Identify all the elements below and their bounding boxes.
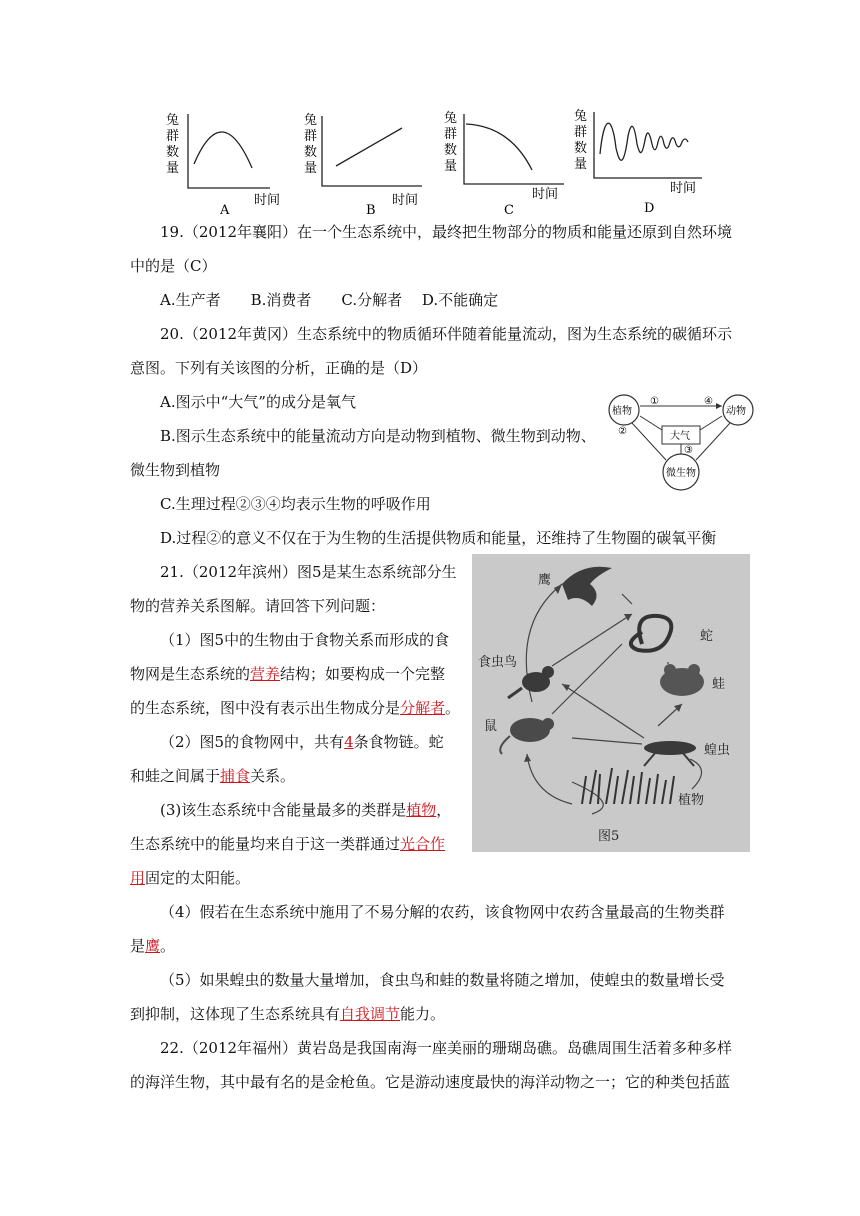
diagram-n2: ②: [618, 426, 627, 437]
fig-caption: 图5: [598, 829, 620, 844]
graph-d-xlabel: 时间: [670, 181, 697, 196]
q19-line1: 19.（2012年襄阳）在一个生态系统中，最终把生物部分的物质和能量还原到自然环境: [160, 223, 733, 241]
q21-p3b: 生态系统中的能量均来自于这一类群通过光合作: [130, 835, 446, 853]
svg-text:量: 量: [444, 159, 458, 174]
svg-text:兔: 兔: [574, 109, 588, 124]
snake-icon: [631, 616, 671, 651]
q21-p4b: 是鹰。: [130, 937, 176, 955]
q21-intro2: 物的营养关系图解。请回答下列问题：: [130, 597, 386, 615]
graph-b: [304, 113, 422, 218]
svg-text:群: 群: [574, 125, 588, 140]
fig-bird-label: 食虫鸟: [478, 655, 518, 670]
fig-snake-label: 蛇: [700, 629, 714, 644]
q21-p3c: 用固定的太阳能。: [130, 869, 251, 887]
answer-photosynthesis-2: 用: [130, 869, 146, 887]
food-web-figure: [472, 554, 750, 852]
svg-text:数: 数: [444, 143, 458, 158]
answer-eagle: 鹰: [145, 937, 161, 955]
q21-p5a: （5）如果蝗虫的数量大量增加，食虫鸟和蛙的数量将随之增加，使蝗虫的数量增长受: [160, 971, 725, 989]
population-graphs: [160, 108, 720, 218]
fig-locust-label: 蝗虫: [704, 743, 731, 758]
q21-p3a: (3)该生态系统中含能量最多的类群是植物，: [160, 801, 452, 819]
answer-decomposer: 分解者: [400, 699, 446, 717]
q21-p2a: （2）图5的食物网中，共有4条食物链。蛇: [160, 733, 444, 751]
fig-frog-label: 蛙: [712, 677, 726, 692]
svg-text:群: 群: [444, 127, 458, 142]
carbon-cycle-diagram: [606, 390, 756, 494]
graph-d-letter: D: [644, 201, 655, 216]
frog-icon: [660, 664, 704, 696]
locust-icon: [644, 741, 696, 766]
graph-d: [574, 109, 702, 216]
eagle-icon: [562, 567, 612, 606]
answer-self-regulation: 自我调节: [340, 1005, 401, 1023]
fig-mouse-label: 鼠: [484, 719, 498, 734]
graph-a: [166, 113, 280, 218]
graph-a-ylabel-3: 数: [166, 145, 180, 160]
q19-line2: 中的是（C）: [130, 257, 217, 275]
answer-predation: 捕食: [220, 767, 251, 785]
graph-a-letter: A: [220, 203, 230, 218]
q21-intro1: 21.（2012年滨州）图5是某生态系统部分生: [160, 563, 457, 581]
answer-structure: 营养: [250, 665, 281, 683]
q21-p1a: （1）图5中的生物由于食物关系而形成的食: [160, 631, 450, 649]
diagram-n3: ③: [684, 445, 693, 456]
svg-text:量: 量: [304, 161, 318, 176]
q22-line1: 22.（2012年福州）黄岩岛是我国南海一座美丽的珊瑚岛礁。岛礁周围生活着多种多样: [160, 1039, 733, 1057]
graph-c-xlabel: 时间: [532, 187, 559, 202]
plant-icon: [582, 768, 674, 804]
answer-photosynthesis-1: 光合作: [400, 835, 446, 853]
diagram-microbe-label: 微生物: [666, 468, 696, 479]
q20-line1: 20.（2012年黄冈）生态系统中的物质循环伴随着能量流动，图为生态系统的碳循环示: [160, 325, 733, 343]
q20-option-a: A.图示中“大气”的成分是氧气: [160, 393, 356, 411]
answer-chain-count: 4: [344, 733, 354, 751]
q22-line2: 的海洋生物，其中最有名的是金枪鱼。它是游动速度最快的海洋动物之一；它的种类包括蓝: [130, 1073, 731, 1091]
svg-text:量: 量: [574, 157, 588, 172]
q21-p2b: 和蛙之间属于捕食关系。: [130, 767, 296, 785]
q21-p5b: 到抑制，这体现了生态系统具有自我调节能力。: [130, 1005, 446, 1023]
graph-a-xlabel: 时间: [254, 193, 281, 208]
diagram-animal-label: 动物: [726, 406, 746, 417]
svg-text:群: 群: [304, 129, 318, 144]
q20-option-b2: 微生物到植物: [130, 461, 221, 479]
mouse-icon: [500, 718, 554, 754]
graph-b-letter: B: [366, 203, 376, 218]
svg-text:兔: 兔: [304, 113, 318, 128]
diagram-n4: ④: [704, 396, 713, 407]
graph-a-ylabel-1: 兔: [166, 113, 180, 128]
graph-a-ylabel-2: 群: [166, 129, 180, 144]
svg-text:数: 数: [574, 141, 588, 156]
q21-p4a: （4）假若在生态系统中施用了不易分解的农药，该食物网中农药含量最高的生物类群: [160, 903, 725, 921]
q21-p1c: 的生态系统，图中没有表示出生物成分是分解者。: [130, 699, 461, 717]
q20-option-d: D.过程②的意义不仅在于为生物的生活提供物质和能量，还维持了生物圈的碳氧平衡: [160, 529, 717, 547]
graph-b-xlabel: 时间: [392, 193, 419, 208]
q20-option-b1: B.图示生态系统中的能量流动方向是动物到植物、微生物到动物、: [160, 427, 596, 445]
graph-c: [444, 111, 564, 218]
graph-a-ylabel-4: 量: [166, 161, 180, 176]
fig-plant-label: 植物: [678, 793, 705, 808]
diagram-n1: ①: [650, 396, 659, 407]
bird-icon: [508, 666, 554, 698]
graph-c-letter: C: [504, 203, 514, 218]
svg-text:兔: 兔: [444, 111, 458, 126]
q19-options: A.生产者 B.消费者 C.分解者 D.不能确定: [160, 291, 499, 309]
svg-text:数: 数: [304, 145, 318, 160]
q21-p1b: 物网是生态系统的营养结构；如要构成一个完整: [130, 665, 446, 683]
q20-line2: 意图。下列有关该图的分析，正确的是（D）: [130, 359, 428, 377]
q20-option-c: C.生理过程②③④均表示生物的呼吸作用: [160, 495, 431, 513]
answer-plants: 植物: [406, 801, 437, 819]
diagram-air-label: 大气: [670, 431, 690, 442]
fig-eagle-label: 鹰: [538, 573, 552, 588]
diagram-plant-label: 植物: [612, 406, 632, 417]
